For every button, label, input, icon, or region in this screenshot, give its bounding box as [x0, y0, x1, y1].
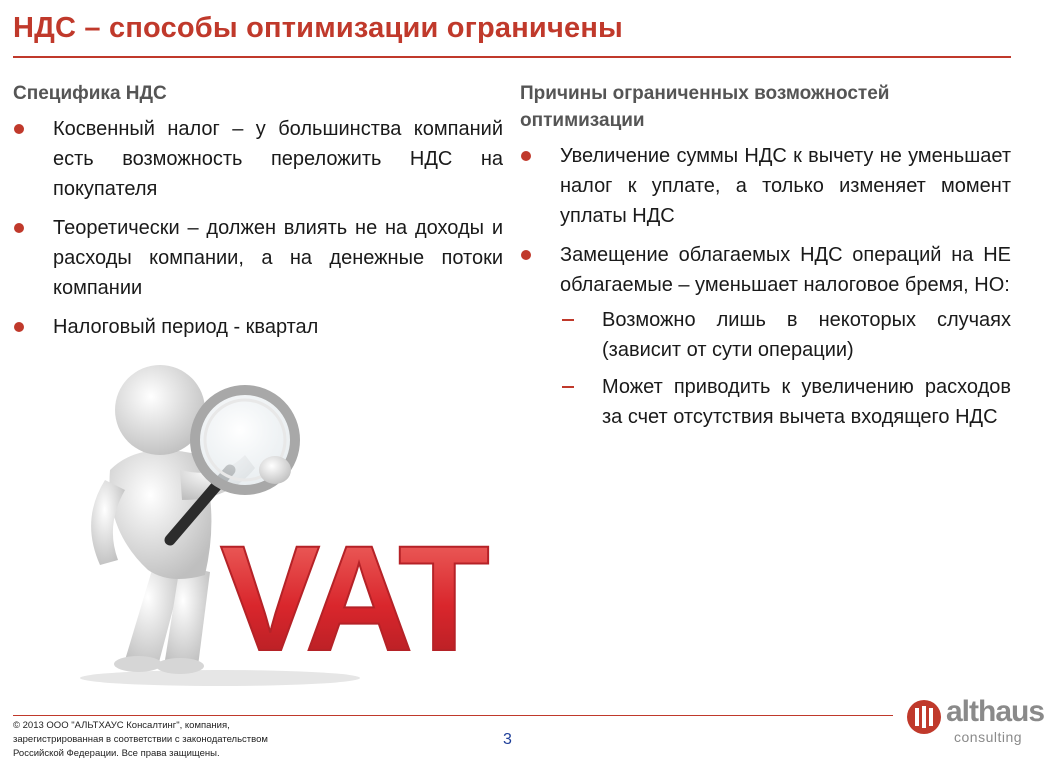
vat-text: VAT: [220, 514, 486, 682]
right-bullet-list: [520, 141, 1011, 432]
bullet-dot-icon: [14, 223, 24, 233]
list-item: [520, 141, 1011, 231]
list-item: [13, 213, 503, 303]
left-heading: Специфика НДС: [13, 83, 167, 104]
right-heading: Причины ограниченных возможностей оптимизации: [520, 83, 890, 131]
bullet-dot-icon: [14, 124, 24, 134]
bullet-text: Косвенный налог – у большинства компаний есть возможность переложить НДС на покупателя: [53, 118, 503, 200]
bullet-text: Теоретически – должен влиять не на доходы и расходы компании, а на денежные потоки компании: [53, 217, 503, 299]
althaus-logo-icon: [906, 699, 942, 735]
bullet-dot-icon: [521, 151, 531, 161]
sub-list-item: [560, 305, 1011, 365]
logo-name: althaus: [946, 695, 1044, 728]
sub-bullet-list: [560, 305, 1011, 432]
page-number: 3: [503, 731, 512, 748]
bullet-text: Увеличение суммы НДС к вычету не уменьшает налог к уплате, а только изменяет момент уплаты НДС: [560, 145, 1011, 227]
sub-list-item: [560, 372, 1011, 432]
dash-icon: [562, 319, 574, 321]
title-divider: [13, 56, 1011, 58]
bullet-text: Замещение облагаемых НДС операций на НЕ облагаемые – уменьшает налоговое бремя, НО:: [560, 244, 1011, 296]
list-item: [520, 240, 1011, 432]
list-item: [13, 312, 503, 342]
right-column: [520, 80, 1011, 441]
magnifier-figure-icon: [70, 360, 486, 690]
list-item: [13, 114, 503, 204]
bullet-dot-icon: [521, 250, 531, 260]
althaus-logo: [906, 693, 1044, 749]
copyright-notice: [13, 719, 313, 761]
logo-tagline: consulting: [954, 729, 1023, 745]
bullet-dot-icon: [14, 322, 24, 332]
copyright-line: © 2013 ООО "АЛЬТХАУС Консалтинг", компания,: [13, 720, 230, 731]
left-column: [13, 80, 503, 351]
slide-title: НДС – способы оптимизации ограничены: [13, 12, 624, 44]
dash-icon: [562, 386, 574, 388]
sub-bullet-text: Возможно лишь в некоторых случаях (зависит от сути операции): [602, 309, 1011, 361]
bullet-text: Налоговый период - квартал: [53, 316, 319, 338]
copyright-line: зарегистрированная в соответствии с законодательством: [13, 734, 268, 745]
footer-divider: [13, 715, 893, 716]
vat-illustration: [70, 360, 486, 690]
left-bullet-list: [13, 114, 503, 342]
sub-bullet-text: Может приводить к увеличению расходов за счет отсутствия вычета входящего НДС: [602, 376, 1011, 428]
copyright-line: Российской Федерации. Все права защищены.: [13, 748, 220, 759]
